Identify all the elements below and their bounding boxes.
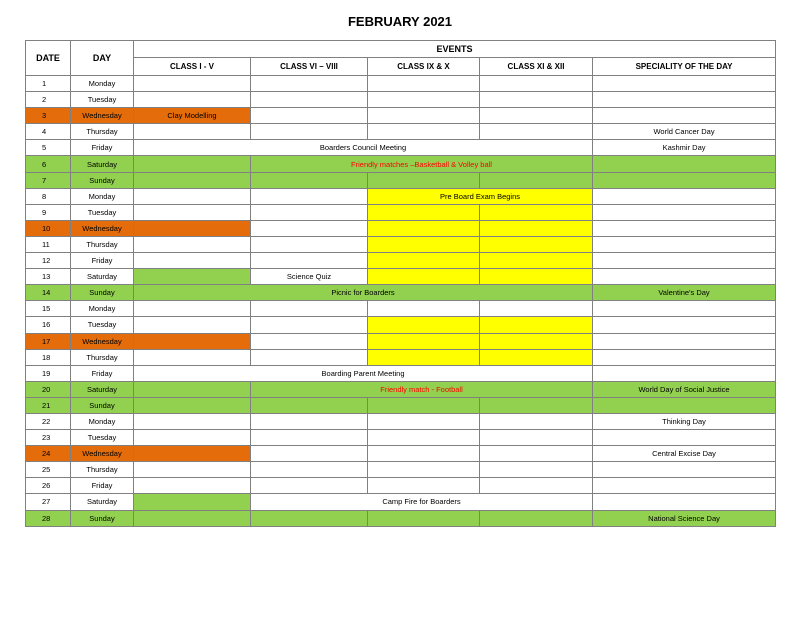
exam-cell [480,253,593,269]
speciality-cell [593,333,776,349]
class-cell [134,124,251,140]
day-cell: Friday [71,478,134,494]
class-cell [134,349,251,365]
class-cell [134,510,251,526]
day-cell: Friday [71,140,134,156]
class-cell [480,124,593,140]
table-row [26,510,776,526]
day-cell: Thursday [71,236,134,252]
class-cell [134,236,251,252]
class-cell [134,301,251,317]
table-row [26,108,776,124]
day-cell: Monday [71,76,134,92]
class-vi-viii-header: CLASS VI – VIII [251,58,368,76]
speciality-cell: National Science Day [593,510,776,526]
class-cell [251,478,368,494]
event-cell: Boarders Council Meeting [134,140,593,156]
table-row [26,381,776,397]
class-cell [251,236,368,252]
class-cell [251,76,368,92]
event-cell: Friendly matches –Basketball & Volley ball [251,156,593,172]
event-cell: Picnic for Boarders [134,285,593,301]
event-cell: Pre Board Exam Begins [368,188,593,204]
class-cell [368,301,480,317]
class-i-v-event: Clay Modelling [134,108,251,124]
exam-cell [368,204,480,220]
date-cell: 6 [26,156,71,172]
date-cell: 24 [26,446,71,462]
speciality-cell: Kashmir Day [593,140,776,156]
class-cell [251,397,368,413]
class-cell [480,510,593,526]
speciality-cell [593,92,776,108]
class-cell [134,494,251,510]
date-cell: 8 [26,188,71,204]
speciality-cell: Thinking Day [593,413,776,429]
class-cell [251,446,368,462]
date-header: DATE [26,41,71,76]
table-row [26,349,776,365]
date-cell: 1 [26,76,71,92]
date-cell: 11 [26,236,71,252]
events-header: EVENTS [134,41,776,58]
speciality-cell: Central Excise Day [593,446,776,462]
class-cell [368,108,480,124]
date-cell: 5 [26,140,71,156]
day-cell: Wednesday [71,108,134,124]
event-cell: Camp Fire for Boarders [251,494,593,510]
day-cell: Monday [71,188,134,204]
date-cell: 27 [26,494,71,510]
speciality-cell [593,269,776,285]
day-cell: Monday [71,413,134,429]
date-cell: 20 [26,381,71,397]
class-cell [251,301,368,317]
class-cell [134,204,251,220]
speciality-cell [593,317,776,333]
class-cell [480,301,593,317]
class-cell [134,317,251,333]
class-cell [251,220,368,236]
class-cell [251,188,368,204]
date-cell: 13 [26,269,71,285]
page-title: FEBRUARY 2021 [347,14,453,29]
exam-cell [480,220,593,236]
table-row [26,76,776,92]
date-cell: 4 [26,124,71,140]
class-cell [368,397,480,413]
class-cell [134,172,251,188]
class-cell [134,397,251,413]
exam-cell [480,333,593,349]
header-row [26,41,776,58]
class-cell [368,462,480,478]
speciality-cell [593,108,776,124]
class-vi-viii-event: Science Quiz [251,269,368,285]
table-row [26,285,776,301]
class-cell [368,446,480,462]
exam-cell [480,317,593,333]
table-row [26,462,776,478]
day-cell: Thursday [71,124,134,140]
table-row [26,92,776,108]
table-row [26,397,776,413]
event-cell: Boarding Parent Meeting [134,365,593,381]
table-row [26,413,776,429]
class-cell [251,92,368,108]
class-cell [251,413,368,429]
exam-cell [480,269,593,285]
table-row [26,204,776,220]
class-cell [251,333,368,349]
table-row [26,220,776,236]
day-cell: Monday [71,301,134,317]
class-cell [251,349,368,365]
date-cell: 10 [26,220,71,236]
events-calendar-table [25,40,776,527]
class-cell [480,446,593,462]
day-cell: Sunday [71,397,134,413]
speciality-cell [593,462,776,478]
class-cell [134,430,251,446]
date-cell: 18 [26,349,71,365]
date-cell: 28 [26,510,71,526]
speciality-cell: World Day of Social Justice [593,381,776,397]
exam-cell [480,349,593,365]
class-cell [134,220,251,236]
class-cell [134,76,251,92]
day-cell: Tuesday [71,92,134,108]
day-cell: Saturday [71,381,134,397]
table-row [26,156,776,172]
class-cell [480,108,593,124]
date-cell: 2 [26,92,71,108]
table-row [26,140,776,156]
date-cell: 16 [26,317,71,333]
class-cell [251,462,368,478]
class-cell [480,430,593,446]
day-cell: Saturday [71,494,134,510]
class-cell [368,76,480,92]
table-row [26,253,776,269]
speciality-cell [593,349,776,365]
class-cell [251,172,368,188]
class-cell [134,253,251,269]
class-cell [480,462,593,478]
class-cell [251,510,368,526]
speciality-cell [593,430,776,446]
speciality-cell: Valentine's Day [593,285,776,301]
table-row [26,333,776,349]
day-cell: Sunday [71,172,134,188]
exam-cell [368,333,480,349]
speciality-cell [593,397,776,413]
class-cell [251,108,368,124]
speciality-cell [593,220,776,236]
speciality-cell [593,253,776,269]
date-cell: 14 [26,285,71,301]
date-cell: 19 [26,365,71,381]
day-header: DAY [71,41,134,76]
table-row [26,446,776,462]
speciality-header: SPECIALITY OF THE DAY [593,58,776,76]
class-cell [134,156,251,172]
speciality-cell [593,365,776,381]
day-cell: Friday [71,365,134,381]
date-cell: 9 [26,204,71,220]
class-cell [480,397,593,413]
table-row [26,365,776,381]
speciality-cell [593,236,776,252]
date-cell: 21 [26,397,71,413]
speciality-cell [593,156,776,172]
exam-cell [368,349,480,365]
exam-cell [480,204,593,220]
class-cell [134,92,251,108]
day-cell: Wednesday [71,333,134,349]
class-cell [480,172,593,188]
class-cell [251,317,368,333]
class-i-v-header: CLASS I - V [134,58,251,76]
class-cell [480,478,593,494]
class-cell [251,124,368,140]
class-cell [368,413,480,429]
day-cell: Tuesday [71,204,134,220]
date-cell: 15 [26,301,71,317]
event-cell: Friendly match - Football [251,381,593,397]
exam-cell [480,236,593,252]
class-cell [134,446,251,462]
day-cell: Thursday [71,349,134,365]
speciality-cell [593,204,776,220]
table-row [26,188,776,204]
class-cell [480,92,593,108]
table-row [26,494,776,510]
date-cell: 12 [26,253,71,269]
class-cell [480,76,593,92]
day-cell: Tuesday [71,317,134,333]
table-row [26,124,776,140]
exam-cell [368,236,480,252]
day-cell: Sunday [71,285,134,301]
exam-cell [368,317,480,333]
speciality-cell [593,478,776,494]
class-cell [134,333,251,349]
class-xi-xii-header: CLASS XI & XII [480,58,593,76]
exam-cell [368,269,480,285]
class-cell [368,172,480,188]
exam-cell [368,220,480,236]
date-cell: 22 [26,413,71,429]
class-cell [134,269,251,285]
table-row [26,269,776,285]
class-cell [251,430,368,446]
day-cell: Sunday [71,510,134,526]
class-cell [480,413,593,429]
date-cell: 7 [26,172,71,188]
class-cell [368,430,480,446]
class-cell [134,413,251,429]
class-cell [251,204,368,220]
class-cell [134,188,251,204]
class-cell [251,253,368,269]
day-cell: Thursday [71,462,134,478]
table-row [26,430,776,446]
speciality-cell [593,188,776,204]
class-cell [368,510,480,526]
class-cell [134,381,251,397]
table-row [26,317,776,333]
day-cell: Saturday [71,269,134,285]
table-row [26,301,776,317]
table-row [26,478,776,494]
table-row [26,236,776,252]
class-cell [368,478,480,494]
class-ix-x-header: CLASS IX & X [368,58,480,76]
exam-cell [368,253,480,269]
day-cell: Wednesday [71,446,134,462]
table-row [26,172,776,188]
class-cell [134,462,251,478]
date-cell: 17 [26,333,71,349]
day-cell: Tuesday [71,430,134,446]
day-cell: Friday [71,253,134,269]
date-cell: 26 [26,478,71,494]
speciality-cell [593,172,776,188]
speciality-cell: World Cancer Day [593,124,776,140]
date-cell: 23 [26,430,71,446]
speciality-cell [593,76,776,92]
day-cell: Wednesday [71,220,134,236]
speciality-cell [593,494,776,510]
date-cell: 3 [26,108,71,124]
date-cell: 25 [26,462,71,478]
day-cell: Saturday [71,156,134,172]
class-cell [368,92,480,108]
class-cell [368,124,480,140]
class-cell [134,478,251,494]
speciality-cell [593,301,776,317]
subheader-row [26,58,776,76]
